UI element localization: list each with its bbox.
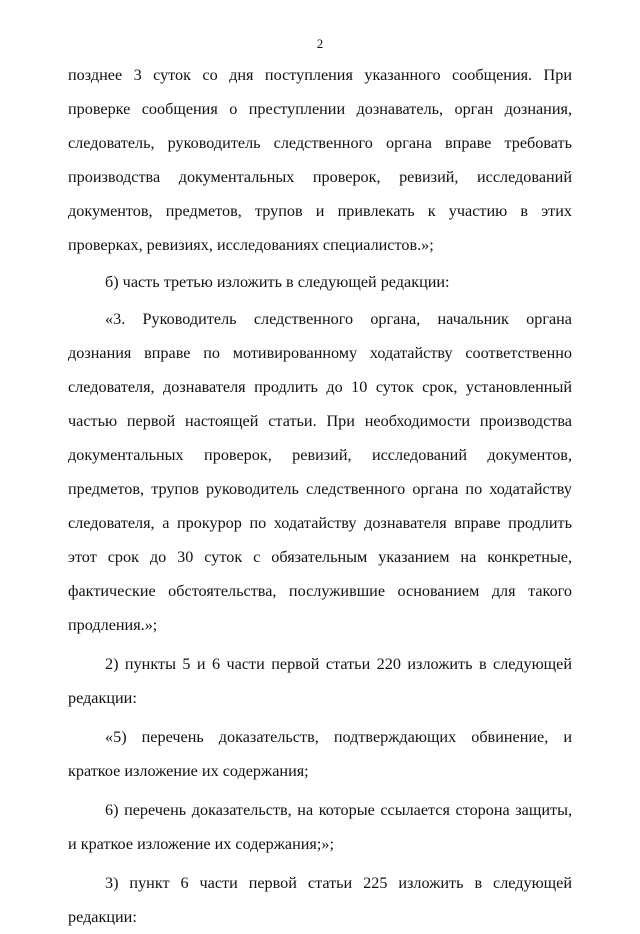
paragraph-item-3: 3) пункт 6 части первой статьи 225 изложить в следующей редакции: bbox=[68, 874, 572, 926]
paragraph-continuation: позднее 3 суток со дня поступления указанного сообщения. При проверке сообщения о преступлении дознаватель, орган дознания, следователь, руководитель следственного органа вправе требовать производства документальных проверок, ревизий, исследований документов, предметов, трупов и привлекать к участию в этих проверках, ревизиях, исследованиях специалистов.»; bbox=[68, 66, 572, 254]
page-number: 2 bbox=[316, 36, 324, 51]
document-body bbox=[68, 58, 572, 934]
paragraph-item-b: б) часть третью изложить в следующей редакции: bbox=[105, 273, 450, 291]
paragraph-item-2: 2) пункты 5 и 6 части первой статьи 220 изложить в следующей редакции: bbox=[68, 655, 572, 707]
paragraph-quoted-part-3: «3. Руководитель следственного органа, начальник органа дознания вправе по мотивированному ходатайству соответственно следователя, дознавателя продлить до 10 суток срок, установленный частью первой настоящей статьи. При необходимости производства документальных проверок, ревизий, исследований документов, предметов, трупов руководитель следственного органа по ходатайству следователя, а прокурор по ходатайству дознавателя вправе продлить этот срок до 30 суток с обязательным указанием на конкретные, фактические обстоятельства, послужившие основанием для такого продления.»; bbox=[68, 310, 572, 634]
paragraph-point-6: 6) перечень доказательств, на которые ссылается сторона защиты, и краткое изложение их содержания;»; bbox=[68, 801, 572, 853]
paragraph-point-5: «5) перечень доказательств, подтверждающих обвинение, и краткое изложение их содержания; bbox=[68, 728, 572, 780]
